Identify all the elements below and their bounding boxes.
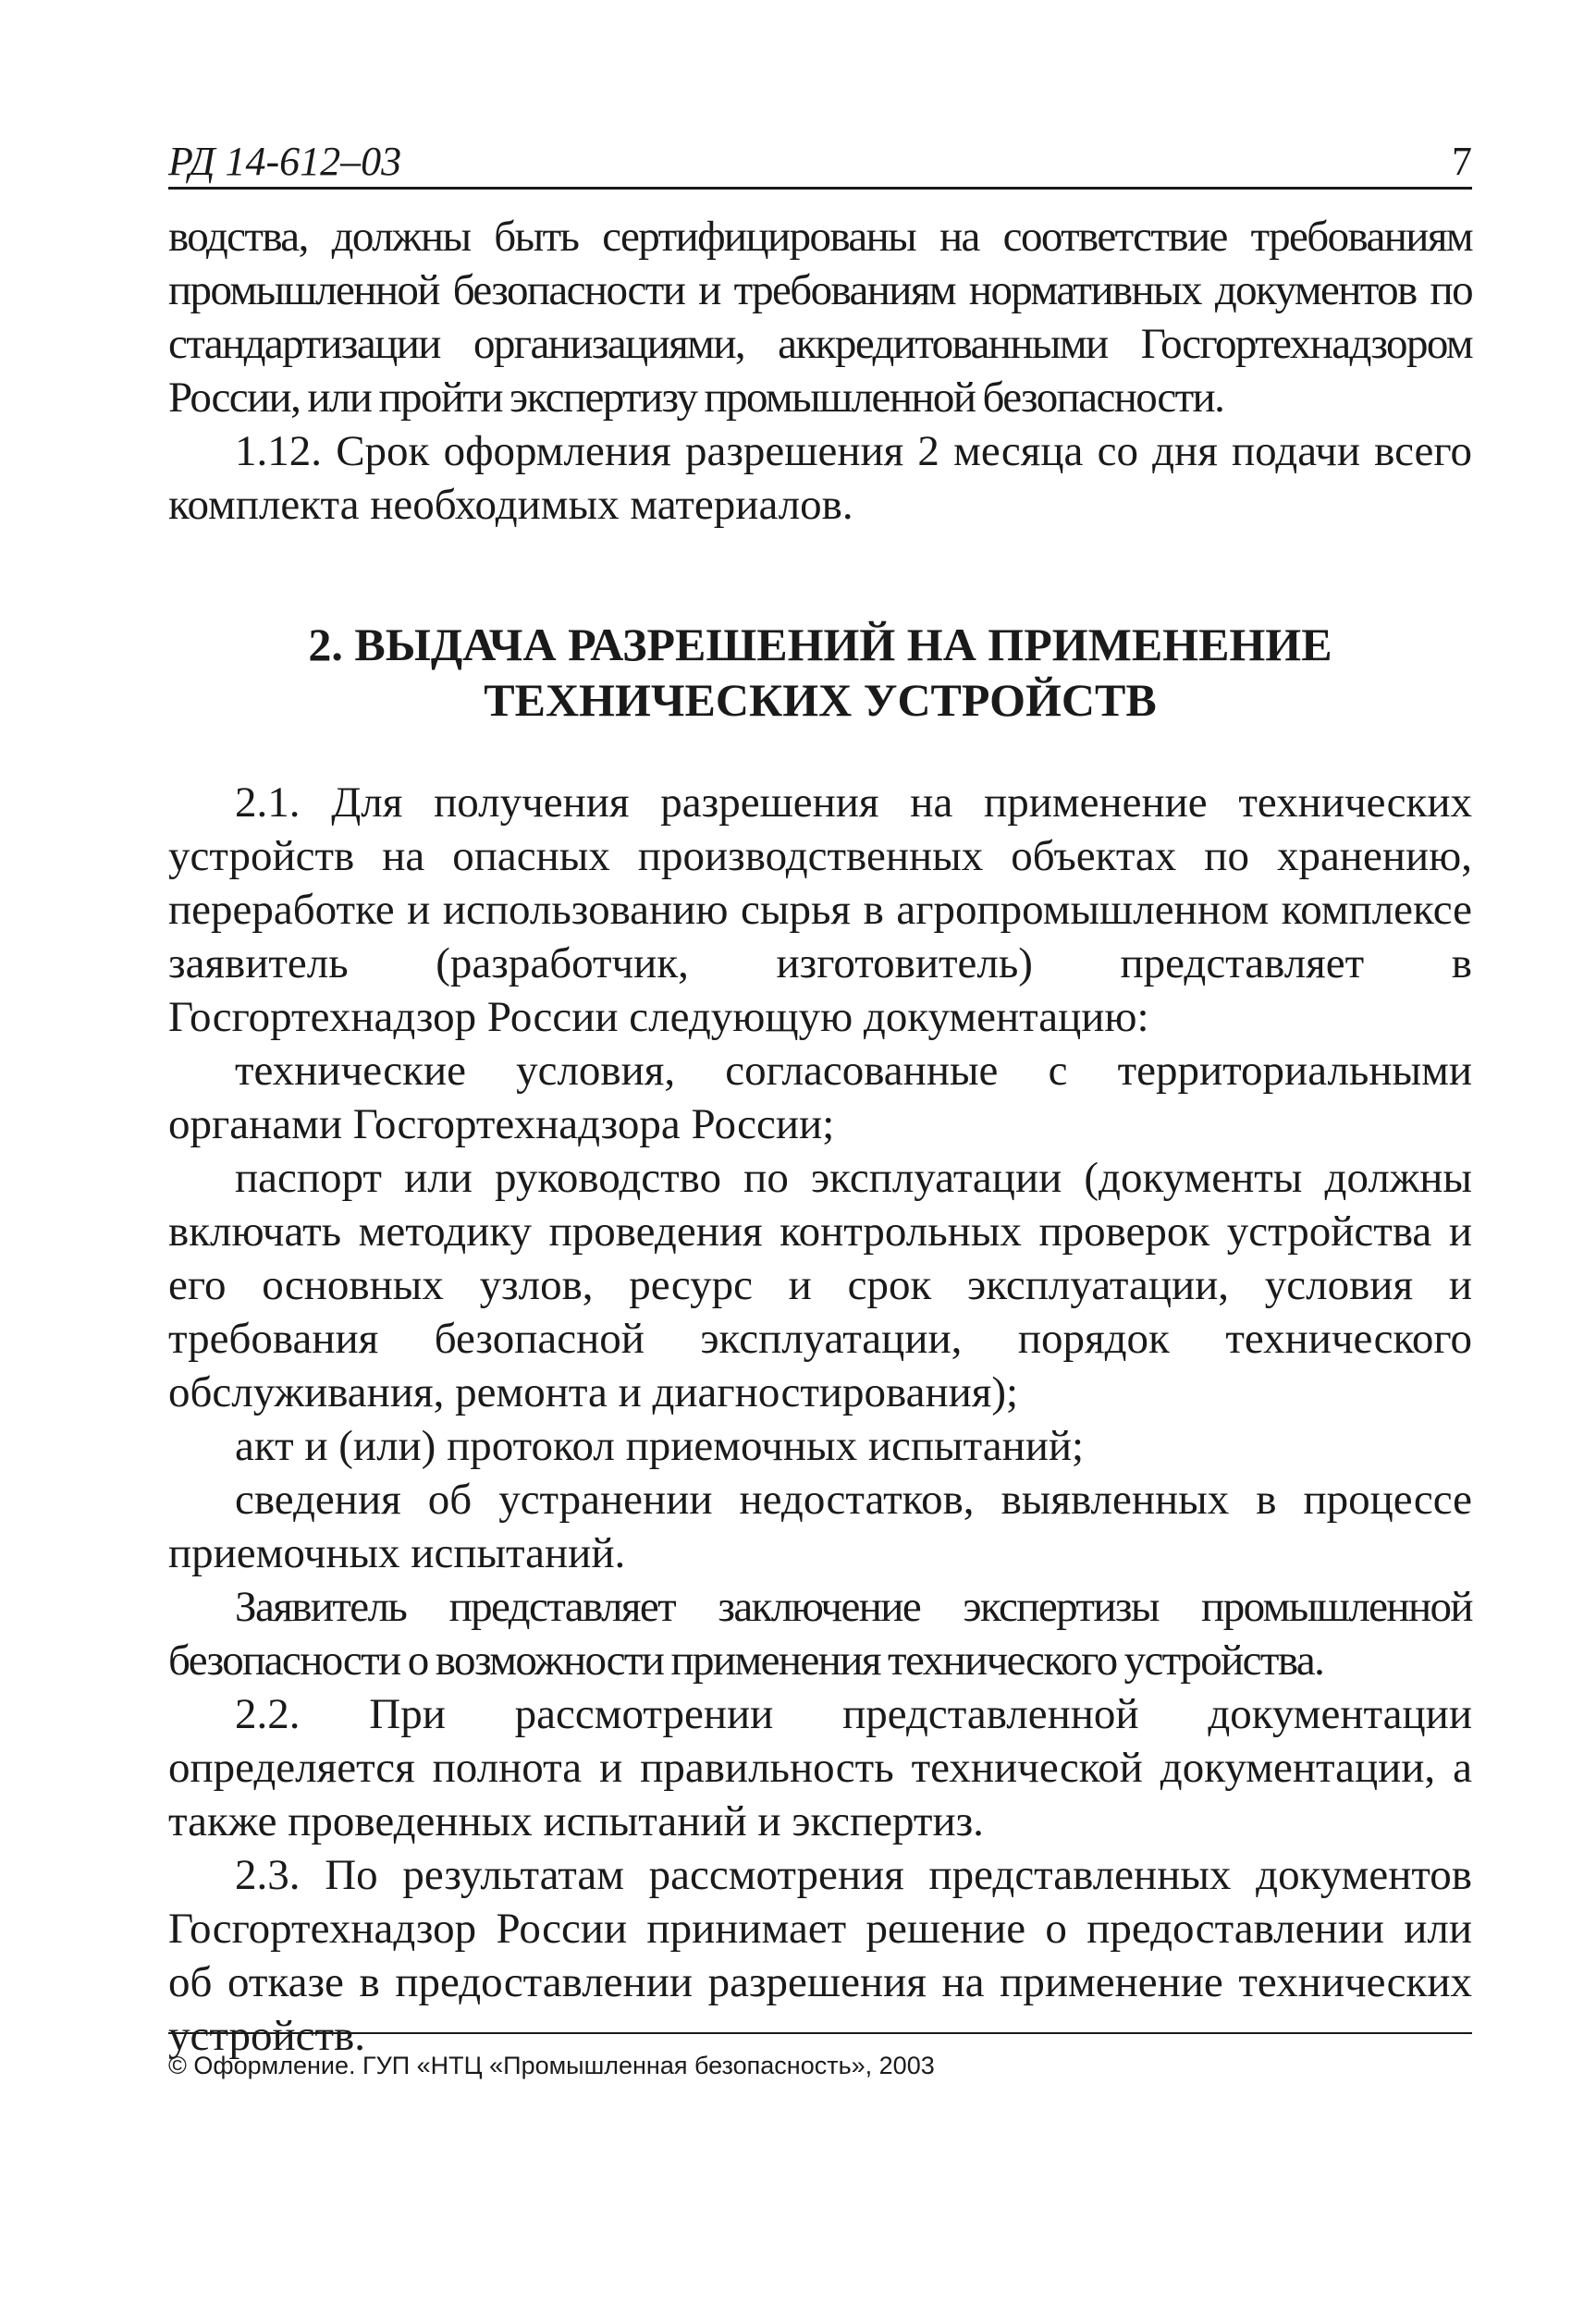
section-title <box>168 617 1472 728</box>
paragraph-continuation: водства, должны быть сертифицированы на соответствие требованиям промышленной безопасности и требованиям нормативных документов по стандартизации организациями, аккредитованными Госгортехнадзором России, или пройти экспертизу промышленной безопасности. <box>168 213 1472 422</box>
footer-copyright: © Оформление. ГУП «НТЦ «Промышленная безопасность», 2003 <box>168 2052 935 2079</box>
running-header <box>168 139 1472 190</box>
list-item-passport: паспорт или руководство по эксплуатации (документы должны включать методику проведения контрольных проверок устройства и его основных узлов, ресурс и срок эксплуатации, условия и требования безопасной эксплуатации, порядок технического обслуживания, ремонта и диагностирования); <box>168 1154 1472 1416</box>
paragraph-2-2: 2.2. При рассмотрении представленной документации определяется полнота и правильность технической документации, а также проведенных испытаний и экспертиз. <box>168 1690 1472 1845</box>
footer-divider <box>168 2032 1472 2034</box>
page-number: 7 <box>1452 139 1472 184</box>
document-page <box>168 139 1472 2063</box>
section-title-line-2: ТЕХНИЧЕСКИХ УСТРОЙСТВ <box>484 674 1157 726</box>
document-code: РД 14-612–03 <box>168 139 402 184</box>
list-item-technical-conditions: технические условия, согласованные с территориальными органами Госгортехнадзора России; <box>168 1047 1472 1148</box>
paragraph-2-1: 2.1. Для получения разрешения на применение технических устройств на опасных производственных объектах по хранению, переработке и использованию сырья в агропромышленном комплексе заявитель (разработчик, изготовитель) представляет в Госгортехнадзор России следующую документацию: <box>168 778 1472 1041</box>
paragraph-1-12: 1.12. Срок оформления разрешения 2 месяца со дня подачи всего комплекта необходимых материалов. <box>168 427 1472 529</box>
paragraph-2-3: 2.3. По результатам рассмотрения представленных документов Госгортехнадзор России принимает решение о предоставлении или об отказе в предоставлении разрешения на применение технических устройств. <box>168 1851 1472 2060</box>
paragraph-expertise-conclusion: Заявитель представляет заключение экспертизы промышленной безопасности о возможности применения технического устройства. <box>168 1583 1472 1685</box>
body-text <box>168 210 1472 2063</box>
list-item-acceptance-act: акт и (или) протокол приемочных испытаний; <box>235 1422 1085 1470</box>
list-item-deficiencies: сведения об устранении недостатков, выявленных в процессе приемочных испытаний. <box>168 1476 1472 1577</box>
section-title-line-1: 2. ВЫДАЧА РАЗРЕШЕНИЙ НА ПРИМЕНЕНИЕ <box>308 619 1332 670</box>
